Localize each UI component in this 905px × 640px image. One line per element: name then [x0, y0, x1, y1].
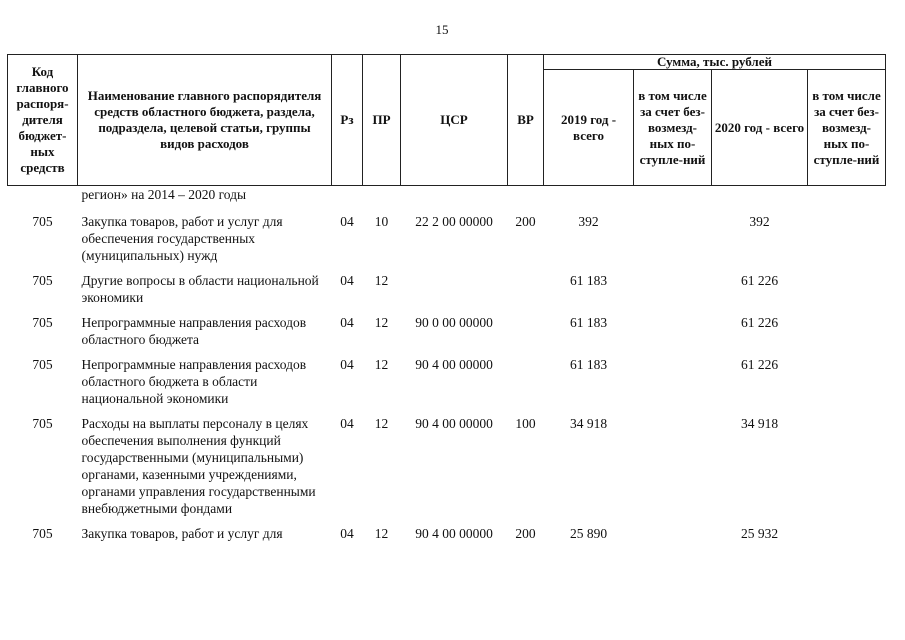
header-rz: Рз [332, 55, 363, 186]
cell-2020-incl [808, 203, 886, 264]
cell-2020-incl [808, 407, 886, 517]
cell-name: Закупка товаров, работ и услуг для обеспечения государственных (муниципальных) нужд [81, 214, 283, 263]
table-row [8, 517, 886, 542]
cell-name: Другие вопросы в области национальной экономики [81, 273, 319, 305]
cell-code: 705 [32, 214, 53, 229]
header-name: Наименование главного распорядителя средств областного бюджета, раздела, подраздела, целевой статьи, группы видов расходов [78, 55, 332, 186]
cell-vr [508, 306, 544, 348]
cell-csr [401, 264, 508, 306]
cell-2020-total: 34 918 [740, 416, 779, 431]
cell-2019-incl [634, 348, 712, 407]
cell-2020-total: 392 [749, 214, 770, 229]
cell-2019-incl [634, 517, 712, 542]
cell-rz: 04 [340, 357, 354, 372]
cell-vr [508, 264, 544, 306]
header-pr: ПР [363, 55, 401, 186]
cell-name: Расходы на выплаты персоналу в целях обеспечения выполнения функций государственными (муниципальными) органами, казенными учреждениями, органами управления государственными внебюджетными фондами [81, 416, 316, 516]
cell-2020-incl [808, 517, 886, 542]
page-number: 15 [435, 22, 449, 37]
header-2019-incl: в том числе за счет без-возмезд-ных по-ступле-ний [634, 70, 712, 186]
cell-2020-total: 61 226 [740, 273, 779, 288]
cell-name: Закупка товаров, работ и услуг для [81, 526, 283, 541]
cell-name: Непрограммные направления расходов областного бюджета в области национальной экономики [81, 357, 307, 406]
cell-code: 705 [32, 526, 53, 541]
cell-2019-total: 392 [578, 214, 599, 229]
table-row [8, 203, 886, 264]
continuation-text: регион» на 2014 – 2020 годы [81, 187, 247, 202]
cell-name: Непрограммные направления расходов областного бюджета [81, 315, 307, 347]
cell-2020-total: 61 226 [740, 357, 779, 372]
cell-vr: 200 [515, 214, 536, 229]
cell-2019-total: 61 183 [569, 273, 608, 288]
table-row [8, 407, 886, 517]
header-2020-incl: в том числе за счет без-возмезд-ных по-ступле-ний [808, 70, 886, 186]
cell-vr [508, 348, 544, 407]
cell-code: 705 [32, 357, 53, 372]
cell-csr: 90 4 00 00000 [415, 357, 493, 372]
cell-2019-total: 25 890 [569, 526, 608, 541]
table-row [8, 348, 886, 407]
cell-rz: 04 [340, 273, 354, 288]
cell-2019-total: 34 918 [569, 416, 608, 431]
cell-pr: 12 [374, 416, 389, 431]
header-vr: ВР [508, 55, 544, 186]
cell-rz: 04 [340, 526, 354, 541]
cell-2020-incl [808, 348, 886, 407]
cell-2020-total: 61 226 [740, 315, 779, 330]
cell-vr: 100 [515, 416, 536, 431]
cell-pr: 12 [374, 315, 389, 330]
cell-csr: 90 0 00 00000 [415, 315, 493, 330]
continuation-row [8, 186, 886, 204]
cell-csr: 22 2 00 00000 [415, 214, 493, 229]
cell-csr: 90 4 00 00000 [415, 416, 493, 431]
header-code: Код главного распоря-дителя бюджет-ных средств [8, 55, 78, 186]
table-row [8, 264, 886, 306]
table-row [8, 306, 886, 348]
cell-2020-incl [808, 264, 886, 306]
cell-2019-incl [634, 264, 712, 306]
cell-2020-total: 25 932 [740, 526, 779, 541]
cell-2019-total: 61 183 [569, 357, 608, 372]
header-2019-total: 2019 год - всего [544, 70, 634, 186]
cell-rz: 04 [340, 315, 354, 330]
cell-rz: 04 [340, 214, 354, 229]
cell-2019-incl [634, 407, 712, 517]
cell-csr: 90 4 00 00000 [415, 526, 493, 541]
header-csr: ЦСР [401, 55, 508, 186]
cell-2019-incl [634, 306, 712, 348]
cell-vr: 200 [515, 526, 536, 541]
cell-2019-total: 61 183 [569, 315, 608, 330]
cell-2019-incl [634, 203, 712, 264]
cell-code: 705 [32, 416, 53, 431]
cell-code: 705 [32, 273, 53, 288]
table-body [8, 186, 886, 543]
cell-code: 705 [32, 315, 53, 330]
cell-pr: 12 [374, 357, 389, 372]
cell-2020-incl [808, 306, 886, 348]
table-header [8, 55, 886, 186]
cell-pr: 12 [374, 526, 389, 541]
header-2020-total: 2020 год - всего [712, 70, 808, 186]
budget-table [7, 54, 886, 542]
header-sum: Сумма, тыс. рублей [544, 55, 886, 70]
cell-pr: 10 [374, 214, 389, 229]
cell-pr: 12 [374, 273, 389, 288]
cell-rz: 04 [340, 416, 354, 431]
